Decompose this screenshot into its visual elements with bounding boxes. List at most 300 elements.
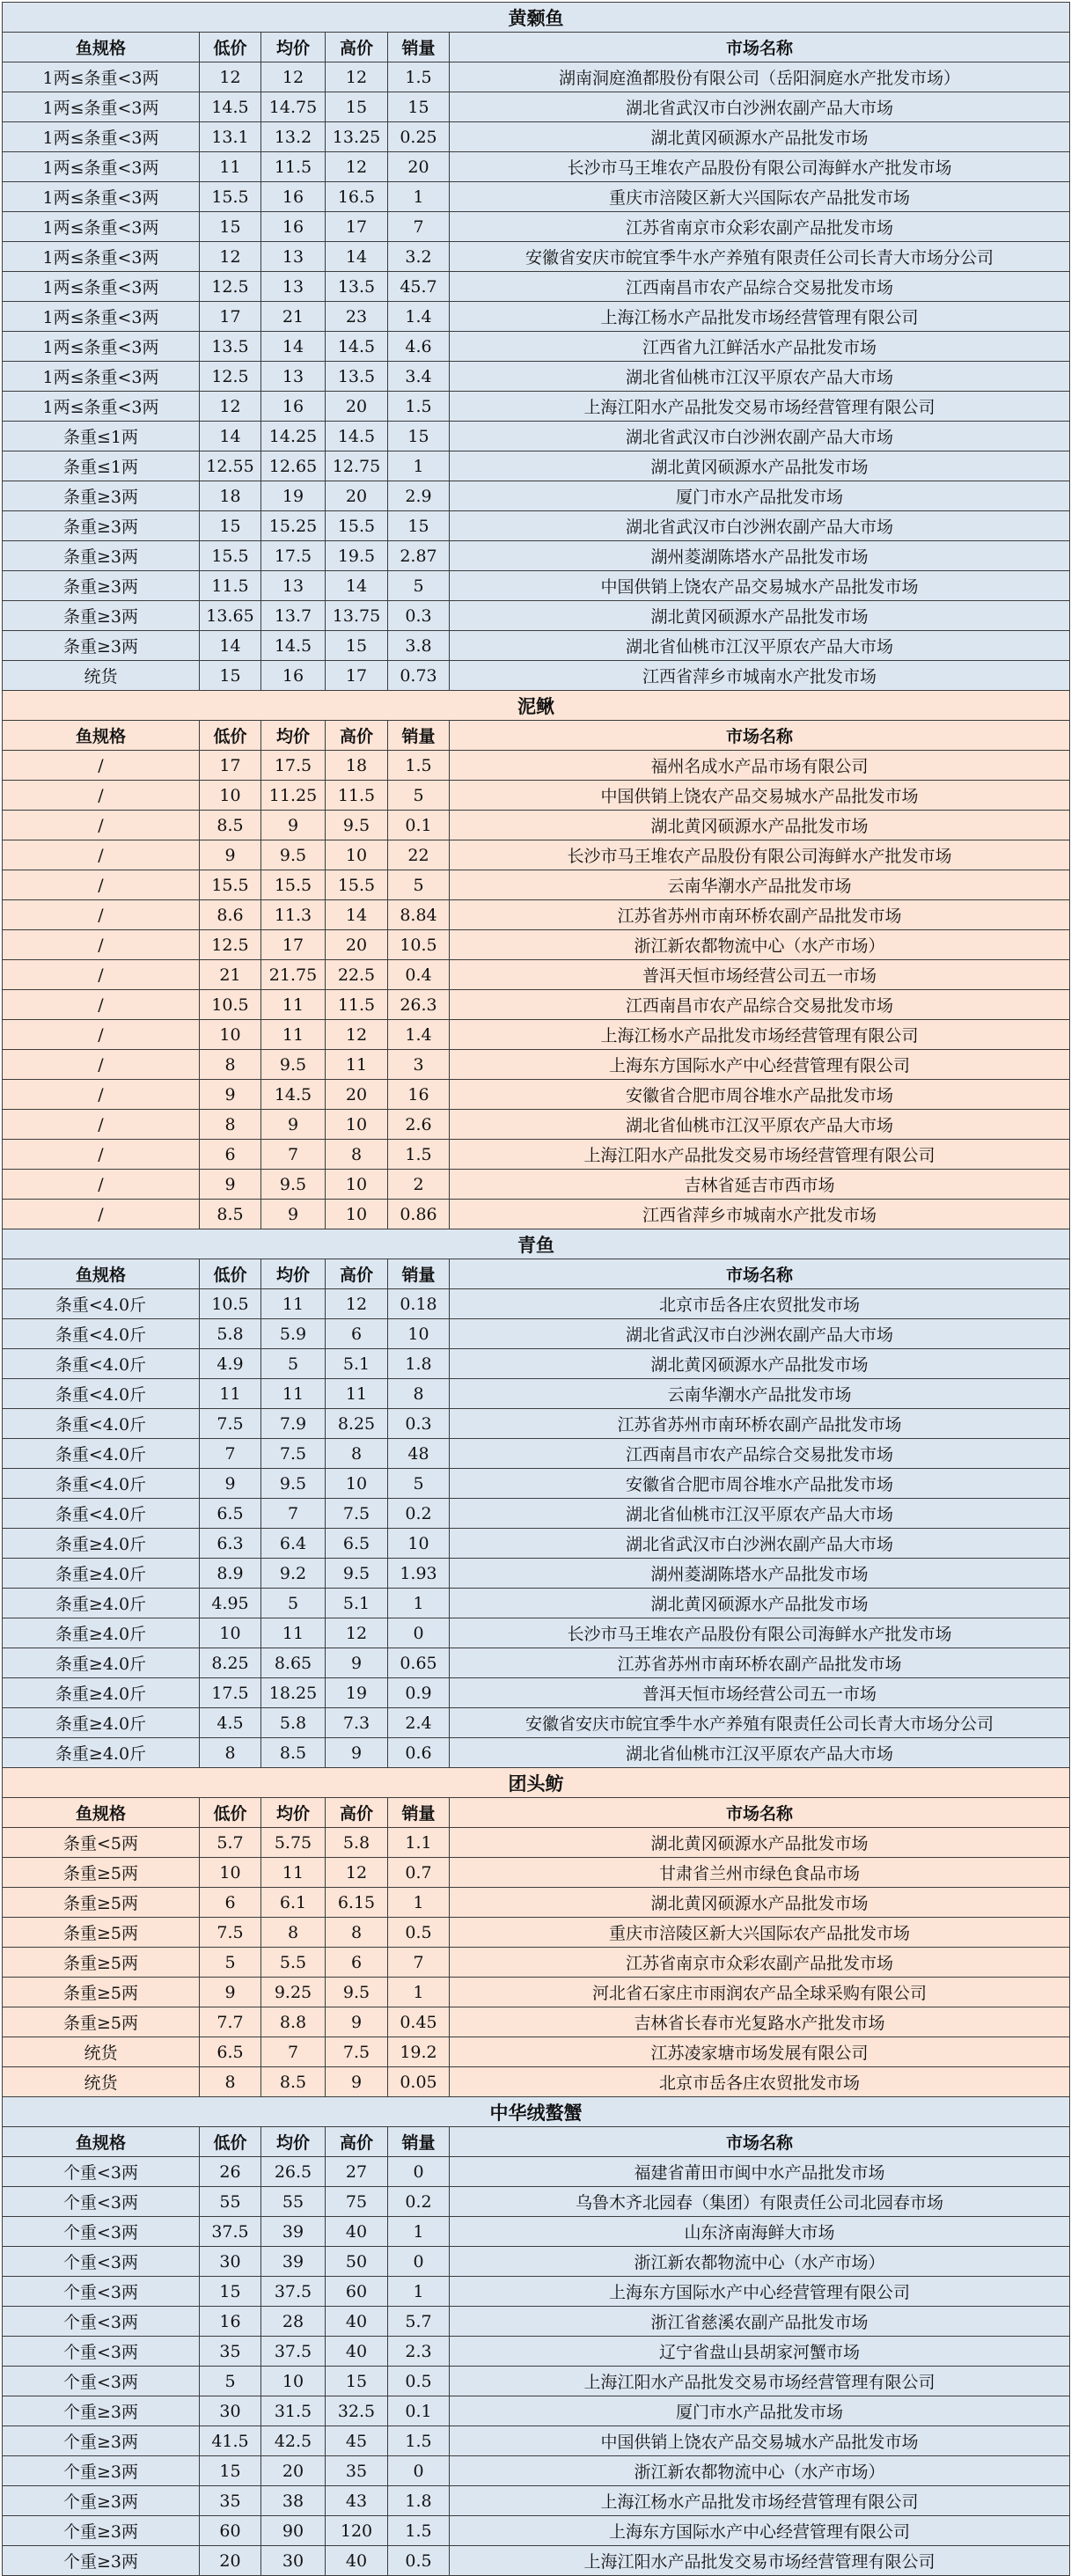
low-price-cell: 12.5 — [200, 930, 261, 960]
table-row — [3, 601, 1070, 631]
high-price-cell: 22.5 — [326, 960, 388, 990]
high-price-cell: 9 — [326, 2007, 388, 2037]
table-row — [3, 182, 1070, 212]
table-row — [3, 152, 1070, 182]
high-price-cell: 20 — [326, 1080, 388, 1110]
avg-price-cell: 7.9 — [261, 1409, 326, 1439]
volume-cell: 0.3 — [388, 1409, 450, 1439]
spec-cell: / — [3, 1110, 200, 1140]
high-price-cell: 11.5 — [326, 990, 388, 1020]
spec-cell: 条重<4.0斤 — [3, 1469, 200, 1499]
low-price-cell: 10.5 — [200, 1289, 261, 1319]
high-price-cell: 40 — [326, 2337, 388, 2367]
high-price-cell: 12 — [326, 1020, 388, 1050]
high-price-cell: 75 — [326, 2187, 388, 2217]
market-cell: 长沙市马王堆农产品股份有限公司海鲜水产批发市场 — [450, 840, 1070, 870]
avg-price-cell: 9.5 — [261, 1050, 326, 1080]
market-cell: 湖北省仙桃市江汉平原农产品大市场 — [450, 362, 1070, 392]
low-price-cell: 11 — [200, 1379, 261, 1409]
header-row — [3, 2127, 1070, 2157]
high-price-cell: 10 — [326, 840, 388, 870]
avg-price-cell: 9.5 — [261, 1170, 326, 1200]
spec-cell: 个重≥3两 — [3, 2456, 200, 2486]
market-cell: 江西南昌市农产品综合交易批发市场 — [450, 272, 1070, 302]
spec-cell: 条重≥5两 — [3, 1948, 200, 1978]
low-price-cell: 12.5 — [200, 272, 261, 302]
market-cell: 上海东方国际水产中心经营管理有限公司 — [450, 1050, 1070, 1080]
market-cell: 安徽省安庆市皖宜季牛水产养殖有限责任公司长青大市场分公司 — [450, 1708, 1070, 1738]
low-price-cell: 6.5 — [200, 2037, 261, 2067]
avg-price-cell: 16 — [261, 392, 326, 422]
spec-cell: 1两≤条重<3两 — [3, 332, 200, 362]
table-row — [3, 1888, 1070, 1918]
volume-cell: 3.4 — [388, 362, 450, 392]
spec-cell: / — [3, 1140, 200, 1170]
low-price-cell: 35 — [200, 2486, 261, 2516]
volume-header: 销量 — [388, 1259, 450, 1289]
volume-cell: 5 — [388, 1469, 450, 1499]
spec-cell: 个重<3两 — [3, 2217, 200, 2247]
spec-cell: 条重≥4.0斤 — [3, 1708, 200, 1738]
volume-cell: 3 — [388, 1050, 450, 1080]
spec-cell: / — [3, 840, 200, 870]
table-row — [3, 392, 1070, 422]
table-row — [3, 2037, 1070, 2067]
avg-price-cell: 10 — [261, 2367, 326, 2396]
table-row — [3, 751, 1070, 781]
market-cell: 吉林省延吉市西市场 — [450, 1170, 1070, 1200]
market-cell: 普洱天恒市场经营公司五一市场 — [450, 960, 1070, 990]
low-price-cell: 4.5 — [200, 1708, 261, 1738]
volume-cell: 0.9 — [388, 1678, 450, 1708]
table-row — [3, 272, 1070, 302]
table-row — [3, 1948, 1070, 1978]
low-price-cell: 9 — [200, 1080, 261, 1110]
high-price-cell: 9.5 — [326, 1978, 388, 2007]
low-price-cell: 13.65 — [200, 601, 261, 631]
spec-cell: / — [3, 1080, 200, 1110]
high-price-cell: 20 — [326, 392, 388, 422]
low-price-cell: 7.5 — [200, 1409, 261, 1439]
table-row — [3, 1319, 1070, 1349]
table-row — [3, 122, 1070, 152]
high-price-cell: 9 — [326, 1738, 388, 1768]
avg-price-cell: 11 — [261, 1618, 326, 1648]
volume-cell: 2.3 — [388, 2337, 450, 2367]
high-price-cell: 6 — [326, 1948, 388, 1978]
volume-cell: 3.2 — [388, 242, 450, 272]
table-row — [3, 2067, 1070, 2097]
market-cell: 江西南昌市农产品综合交易批发市场 — [450, 1439, 1070, 1469]
market-cell: 江苏省苏州市南环桥农副产品批发市场 — [450, 1409, 1070, 1439]
low-price-cell: 35 — [200, 2337, 261, 2367]
avg-price-cell: 31.5 — [261, 2396, 326, 2426]
market-cell: 湖北省武汉市白沙洲农副产品大市场 — [450, 422, 1070, 451]
low-price-cell: 14 — [200, 631, 261, 661]
market-cell: 中国供销上饶农产品交易城水产品批发市场 — [450, 781, 1070, 811]
volume-cell: 0.6 — [388, 1738, 450, 1768]
spec-cell: 个重≥3两 — [3, 2516, 200, 2546]
avg-price-cell: 12.65 — [261, 451, 326, 481]
table-row — [3, 511, 1070, 541]
avg-price-cell: 8 — [261, 1918, 326, 1948]
avg-price-cell: 9 — [261, 811, 326, 840]
high-price-cell: 23 — [326, 302, 388, 332]
market-cell: 湖北省武汉市白沙洲农副产品大市场 — [450, 92, 1070, 122]
avg-price-cell: 5 — [261, 1589, 326, 1618]
high-price-cell: 10 — [326, 1170, 388, 1200]
high-price-cell: 5.8 — [326, 1828, 388, 1858]
volume-cell: 1.5 — [388, 2426, 450, 2456]
avg-price-header: 均价 — [261, 721, 326, 751]
avg-price-cell: 28 — [261, 2307, 326, 2337]
low-price-cell: 4.9 — [200, 1349, 261, 1379]
volume-cell: 0.5 — [388, 2546, 450, 2576]
volume-cell: 2.4 — [388, 1708, 450, 1738]
spec-cell: 1两≤条重<3两 — [3, 122, 200, 152]
high-price-cell: 7.5 — [326, 2037, 388, 2067]
avg-price-cell: 18.25 — [261, 1678, 326, 1708]
avg-price-cell: 17 — [261, 930, 326, 960]
market-cell: 安徽省安庆市皖宜季牛水产养殖有限责任公司长青大市场分公司 — [450, 242, 1070, 272]
high-price-cell: 14 — [326, 242, 388, 272]
low-price-cell: 15 — [200, 511, 261, 541]
table-row — [3, 1529, 1070, 1559]
low-price-cell: 37.5 — [200, 2217, 261, 2247]
volume-cell: 1 — [388, 1978, 450, 2007]
avg-price-cell: 13 — [261, 571, 326, 601]
volume-cell: 1.8 — [388, 1349, 450, 1379]
low-price-cell: 14.5 — [200, 92, 261, 122]
spec-header: 鱼规格 — [3, 721, 200, 751]
market-cell: 长沙市马王堆农产品股份有限公司海鲜水产批发市场 — [450, 1618, 1070, 1648]
high-price-cell: 12 — [326, 62, 388, 92]
header-row — [3, 721, 1070, 751]
low-price-cell: 17 — [200, 751, 261, 781]
high-price-header: 高价 — [326, 1259, 388, 1289]
avg-price-cell: 42.5 — [261, 2426, 326, 2456]
table-row — [3, 2217, 1070, 2247]
low-price-cell: 11.5 — [200, 571, 261, 601]
spec-cell: 条重≥4.0斤 — [3, 1648, 200, 1678]
volume-cell: 2.6 — [388, 1110, 450, 1140]
high-price-cell: 10 — [326, 1200, 388, 1229]
spec-cell: 个重≥3两 — [3, 2546, 200, 2576]
spec-cell: 1两≤条重<3两 — [3, 62, 200, 92]
market-cell: 江苏凌家塘市场发展有限公司 — [450, 2037, 1070, 2067]
avg-price-cell: 8.8 — [261, 2007, 326, 2037]
market-cell: 湖北省武汉市白沙洲农副产品大市场 — [450, 1529, 1070, 1559]
avg-price-header: 均价 — [261, 1259, 326, 1289]
market-cell: 江西省九江鲜活水产品批发市场 — [450, 332, 1070, 362]
low-price-cell: 15 — [200, 2456, 261, 2486]
volume-cell: 1 — [388, 1888, 450, 1918]
market-cell: 北京市岳各庄农贸批发市场 — [450, 1289, 1070, 1319]
table-row — [3, 1110, 1070, 1140]
spec-cell: 条重≥4.0斤 — [3, 1618, 200, 1648]
volume-cell: 1.8 — [388, 2486, 450, 2516]
volume-cell: 0.2 — [388, 1499, 450, 1529]
volume-cell: 15 — [388, 422, 450, 451]
volume-cell: 10.5 — [388, 930, 450, 960]
spec-cell: / — [3, 1200, 200, 1229]
high-price-cell: 12 — [326, 152, 388, 182]
table-row — [3, 1858, 1070, 1888]
low-price-cell: 15.5 — [200, 541, 261, 571]
low-price-cell: 30 — [200, 2247, 261, 2277]
section-title: 团头鲂 — [3, 1768, 1070, 1798]
volume-cell: 1.5 — [388, 2516, 450, 2546]
low-price-cell: 15 — [200, 661, 261, 691]
low-price-header: 低价 — [200, 33, 261, 62]
table-row — [3, 1648, 1070, 1678]
table-row — [3, 1050, 1070, 1080]
market-cell: 湖北省武汉市白沙洲农副产品大市场 — [450, 511, 1070, 541]
high-price-cell: 10 — [326, 1469, 388, 1499]
table-row — [3, 1678, 1070, 1708]
table-row — [3, 1589, 1070, 1618]
low-price-cell: 10 — [200, 1858, 261, 1888]
spec-cell: 条重≥4.0斤 — [3, 1678, 200, 1708]
low-price-cell: 8.5 — [200, 1200, 261, 1229]
market-cell: 浙江省慈溪农副产品批发市场 — [450, 2307, 1070, 2337]
volume-cell: 2.87 — [388, 541, 450, 571]
low-price-header: 低价 — [200, 2127, 261, 2157]
table-row — [3, 1618, 1070, 1648]
avg-price-cell: 39 — [261, 2247, 326, 2277]
table-row — [3, 2247, 1070, 2277]
spec-cell: 条重<4.0斤 — [3, 1499, 200, 1529]
low-price-cell: 60 — [200, 2516, 261, 2546]
market-cell: 厦门市水产品批发市场 — [450, 2396, 1070, 2426]
table-row — [3, 1020, 1070, 1050]
table-row — [3, 1499, 1070, 1529]
avg-price-cell: 16 — [261, 661, 326, 691]
spec-cell: 条重≥3两 — [3, 511, 200, 541]
market-cell: 江苏省苏州市南环桥农副产品批发市场 — [450, 1648, 1070, 1678]
market-cell: 北京市岳各庄农贸批发市场 — [450, 2067, 1070, 2097]
spec-header: 鱼规格 — [3, 33, 200, 62]
table-row — [3, 1289, 1070, 1319]
spec-cell: 1两≤条重<3两 — [3, 272, 200, 302]
avg-price-cell: 14.75 — [261, 92, 326, 122]
high-price-header: 高价 — [326, 721, 388, 751]
low-price-cell: 9 — [200, 1469, 261, 1499]
high-price-cell: 50 — [326, 2247, 388, 2277]
low-price-cell: 9 — [200, 1978, 261, 2007]
market-cell: 山东济南海鲜大市场 — [450, 2217, 1070, 2247]
table-row — [3, 930, 1070, 960]
avg-price-cell: 7 — [261, 1140, 326, 1170]
volume-header: 销量 — [388, 33, 450, 62]
volume-cell: 1.4 — [388, 302, 450, 332]
volume-cell: 1 — [388, 2217, 450, 2247]
low-price-cell: 12 — [200, 242, 261, 272]
low-price-cell: 26 — [200, 2157, 261, 2187]
spec-cell: / — [3, 870, 200, 900]
spec-cell: 条重<4.0斤 — [3, 1319, 200, 1349]
avg-price-cell: 13.2 — [261, 122, 326, 152]
table-row — [3, 1080, 1070, 1110]
spec-cell: / — [3, 930, 200, 960]
high-price-cell: 12 — [326, 1289, 388, 1319]
avg-price-cell: 5.9 — [261, 1319, 326, 1349]
market-cell: 湖北省武汉市白沙洲农副产品大市场 — [450, 1319, 1070, 1349]
avg-price-cell: 6.1 — [261, 1888, 326, 1918]
volume-cell: 0.45 — [388, 2007, 450, 2037]
volume-cell: 4.6 — [388, 332, 450, 362]
spec-cell: 统货 — [3, 2037, 200, 2067]
high-price-cell: 17 — [326, 661, 388, 691]
avg-price-cell: 9.5 — [261, 840, 326, 870]
avg-price-cell: 14.5 — [261, 1080, 326, 1110]
avg-price-cell: 13 — [261, 272, 326, 302]
high-price-cell: 40 — [326, 2307, 388, 2337]
high-price-cell: 5.1 — [326, 1349, 388, 1379]
high-price-cell: 60 — [326, 2277, 388, 2307]
low-price-cell: 30 — [200, 2396, 261, 2426]
high-price-cell: 9 — [326, 1648, 388, 1678]
section-title-row — [3, 1768, 1070, 1798]
high-price-cell: 7.3 — [326, 1708, 388, 1738]
market-cell: 上海东方国际水产中心经营管理有限公司 — [450, 2516, 1070, 2546]
avg-price-cell: 14.5 — [261, 631, 326, 661]
high-price-cell: 11 — [326, 1050, 388, 1080]
high-price-cell: 7.5 — [326, 1499, 388, 1529]
avg-price-cell: 38 — [261, 2486, 326, 2516]
market-header: 市场名称 — [450, 1798, 1070, 1828]
volume-cell: 0.5 — [388, 1918, 450, 1948]
high-price-cell: 6.5 — [326, 1529, 388, 1559]
avg-price-cell: 21.75 — [261, 960, 326, 990]
market-header: 市场名称 — [450, 33, 1070, 62]
avg-price-cell: 55 — [261, 2187, 326, 2217]
table-row — [3, 2367, 1070, 2396]
avg-price-cell: 14 — [261, 332, 326, 362]
table-row — [3, 332, 1070, 362]
avg-price-cell: 5.75 — [261, 1828, 326, 1858]
market-cell: 湖州菱湖陈塔水产品批发市场 — [450, 1559, 1070, 1589]
spec-cell: 条重≥3两 — [3, 631, 200, 661]
spec-cell: / — [3, 1170, 200, 1200]
volume-cell: 1.5 — [388, 62, 450, 92]
spec-cell: 1两≤条重<3两 — [3, 152, 200, 182]
low-price-header: 低价 — [200, 1798, 261, 1828]
table-row — [3, 242, 1070, 272]
header-row — [3, 33, 1070, 62]
high-price-cell: 45 — [326, 2426, 388, 2456]
avg-price-cell: 7 — [261, 1499, 326, 1529]
spec-cell: 条重≥5两 — [3, 1858, 200, 1888]
table-row — [3, 1978, 1070, 2007]
spec-cell: 条重<4.0斤 — [3, 1349, 200, 1379]
market-cell: 上海江杨水产品批发市场经营管理有限公司 — [450, 1020, 1070, 1050]
market-cell: 中国供销上饶农产品交易城水产品批发市场 — [450, 2426, 1070, 2456]
volume-cell: 19.2 — [388, 2037, 450, 2067]
table-row — [3, 362, 1070, 392]
table-row — [3, 631, 1070, 661]
spec-cell: / — [3, 990, 200, 1020]
volume-cell: 1.4 — [388, 1020, 450, 1050]
header-row — [3, 1259, 1070, 1289]
avg-price-cell: 15.25 — [261, 511, 326, 541]
avg-price-cell: 5.5 — [261, 1948, 326, 1978]
market-cell: 上海江阳水产品批发交易市场经营管理有限公司 — [450, 2367, 1070, 2396]
low-price-cell: 17 — [200, 302, 261, 332]
volume-cell: 1 — [388, 451, 450, 481]
spec-cell: / — [3, 960, 200, 990]
volume-cell: 7 — [388, 212, 450, 242]
spec-cell: 个重≥3两 — [3, 2396, 200, 2426]
volume-cell: 1.1 — [388, 1828, 450, 1858]
market-cell: 江苏省南京市众彩农副产品批发市场 — [450, 212, 1070, 242]
section-title-row — [3, 1229, 1070, 1259]
low-price-cell: 4.95 — [200, 1589, 261, 1618]
table-row — [3, 1170, 1070, 1200]
table-row — [3, 571, 1070, 601]
spec-cell: 条重<4.0斤 — [3, 1289, 200, 1319]
table-row — [3, 2546, 1070, 2576]
high-price-cell: 18 — [326, 751, 388, 781]
spec-cell: / — [3, 900, 200, 930]
section-title: 青鱼 — [3, 1229, 1070, 1259]
volume-cell: 0.1 — [388, 811, 450, 840]
table-row — [3, 960, 1070, 990]
table-row — [3, 1738, 1070, 1768]
spec-cell: / — [3, 1020, 200, 1050]
avg-price-cell: 11 — [261, 990, 326, 1020]
table-row — [3, 1469, 1070, 1499]
market-cell: 安徽省合肥市周谷堆水产品批发市场 — [450, 1080, 1070, 1110]
avg-price-cell: 11 — [261, 1858, 326, 1888]
volume-cell: 20 — [388, 152, 450, 182]
avg-price-cell: 6.4 — [261, 1529, 326, 1559]
market-cell: 普洱天恒市场经营公司五一市场 — [450, 1678, 1070, 1708]
high-price-cell: 15.5 — [326, 511, 388, 541]
volume-cell: 15 — [388, 511, 450, 541]
low-price-cell: 12 — [200, 392, 261, 422]
avg-price-cell: 14.25 — [261, 422, 326, 451]
table-row — [3, 2426, 1070, 2456]
low-price-cell: 12 — [200, 62, 261, 92]
avg-price-cell: 12 — [261, 62, 326, 92]
avg-price-cell: 8.65 — [261, 1648, 326, 1678]
market-cell: 云南华潮水产品批发市场 — [450, 1379, 1070, 1409]
section-title: 中华绒螯蟹 — [3, 2097, 1070, 2127]
volume-header: 销量 — [388, 2127, 450, 2157]
spec-cell: 条重≥5两 — [3, 1978, 200, 2007]
volume-cell: 0 — [388, 1618, 450, 1648]
low-price-cell: 16 — [200, 2307, 261, 2337]
high-price-cell: 19 — [326, 1678, 388, 1708]
volume-cell: 1 — [388, 2277, 450, 2307]
volume-cell: 1 — [388, 182, 450, 212]
volume-cell: 0 — [388, 2456, 450, 2486]
avg-price-header: 均价 — [261, 2127, 326, 2157]
spec-cell: 条重≥3两 — [3, 571, 200, 601]
high-price-cell: 16.5 — [326, 182, 388, 212]
avg-price-cell: 39 — [261, 2217, 326, 2247]
table-row — [3, 2486, 1070, 2516]
volume-cell: 5 — [388, 571, 450, 601]
volume-cell: 2 — [388, 1170, 450, 1200]
low-price-cell: 17.5 — [200, 1678, 261, 1708]
volume-cell: 1.5 — [388, 1140, 450, 1170]
spec-cell: 1两≤条重<3两 — [3, 212, 200, 242]
low-price-cell: 12.5 — [200, 362, 261, 392]
high-price-cell: 9 — [326, 2067, 388, 2097]
volume-cell: 5 — [388, 781, 450, 811]
